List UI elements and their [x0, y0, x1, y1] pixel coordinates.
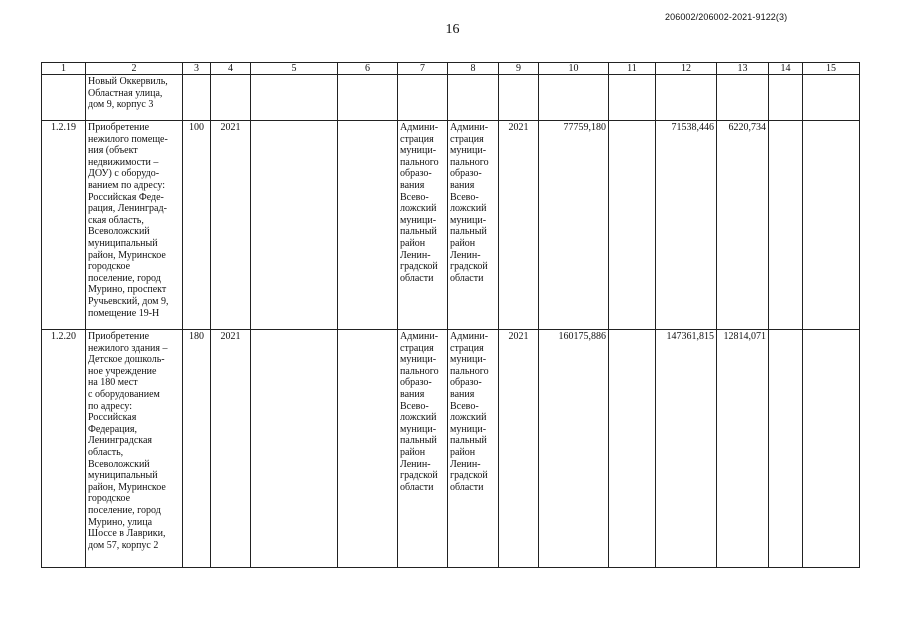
col-header-14: 14 [769, 63, 803, 75]
cell [769, 121, 803, 330]
cell-administrator: Админи- страция муници- пального образо- вания Всево- ложский муници- пальный район Ленин- градской области [398, 121, 448, 330]
col-header-12: 12 [656, 63, 717, 75]
cell-item-number: 1.2.20 [42, 330, 86, 568]
cell [338, 330, 398, 568]
cell [769, 75, 803, 121]
col-header-3: 3 [183, 63, 211, 75]
col-header-9: 9 [499, 63, 539, 75]
cell [398, 75, 448, 121]
cell-item-number: 1.2.19 [42, 121, 86, 330]
cell-year: 2021 [211, 330, 251, 568]
data-table [41, 62, 860, 568]
cell [251, 75, 338, 121]
cell-year: 2021 [499, 121, 539, 330]
cell [609, 121, 656, 330]
cell [717, 75, 769, 121]
col-header-10: 10 [539, 63, 609, 75]
cell-year: 2021 [211, 121, 251, 330]
cell [499, 75, 539, 121]
cell [251, 330, 338, 568]
cell [609, 75, 656, 121]
cell-amount: 71538,446 [656, 121, 717, 330]
cell [338, 121, 398, 330]
cell [609, 330, 656, 568]
table-row-continuation [42, 75, 860, 121]
col-header-1: 1 [42, 63, 86, 75]
cell [769, 330, 803, 568]
cell-amount: 147361,815 [656, 330, 717, 568]
col-header-13: 13 [717, 63, 769, 75]
cell [338, 75, 398, 121]
table-row [42, 330, 860, 568]
document-code: 206002/206002-2021-9122(3) [665, 12, 788, 22]
cell [803, 330, 860, 568]
cell-year: 2021 [499, 330, 539, 568]
col-header-7: 7 [398, 63, 448, 75]
column-number-row [42, 63, 860, 75]
cell-administrator: Админи- страция муници- пального образо- вания Всево- ложский муници- пальный район Ленин- градской области [448, 121, 499, 330]
cell [803, 121, 860, 330]
cell [211, 75, 251, 121]
cell [183, 75, 211, 121]
col-header-4: 4 [211, 63, 251, 75]
cell [251, 121, 338, 330]
cell-capacity: 180 [183, 330, 211, 568]
cell-total-amount: 160175,886 [539, 330, 609, 568]
cell-amount: 12814,071 [717, 330, 769, 568]
col-header-6: 6 [338, 63, 398, 75]
cell-administrator: Админи- страция муници- пального образо- вания Всево- ложский муници- пальный район Ленин- градской области [398, 330, 448, 568]
cell [803, 75, 860, 121]
cell [42, 75, 86, 121]
cell-administrator: Админи- страция муници- пального образо- вания Всево- ложский муници- пальный район Ленин- градской области [448, 330, 499, 568]
table-row [42, 121, 860, 330]
page-number: 16 [445, 22, 460, 37]
cell-object-description: Приобретение нежилого помеще- ния (объект недвижимости – ДОУ) с оборудо- ванием по адресу: Российская Феде- рация, Ленинград- ская область, Всеволожский муниципальный район, Муринское городское поселение, город Мурино, проспект Ручьевский, дом 9, помещение 19-Н [86, 121, 183, 330]
col-header-11: 11 [609, 63, 656, 75]
col-header-2: 2 [86, 63, 183, 75]
col-header-15: 15 [803, 63, 860, 75]
cell-amount: 6220,734 [717, 121, 769, 330]
cell [656, 75, 717, 121]
cell [539, 75, 609, 121]
cell-address-continuation: Новый Оккервиль, Областная улица, дом 9, корпус 3 [86, 75, 183, 121]
cell-object-description: Приобретение нежилого здания – Детское дошколь- ное учреждение на 180 мест с оборудованием по адресу: Российская Федерация, Ленинградская область, Всеволожский муниципальный район, Муринское городское поселение, город Мурино, улица Шоссе в Лаврики, дом 57, корпус 2 [86, 330, 183, 568]
col-header-8: 8 [448, 63, 499, 75]
cell-capacity: 100 [183, 121, 211, 330]
cell [448, 75, 499, 121]
cell-total-amount: 77759,180 [539, 121, 609, 330]
col-header-5: 5 [251, 63, 338, 75]
